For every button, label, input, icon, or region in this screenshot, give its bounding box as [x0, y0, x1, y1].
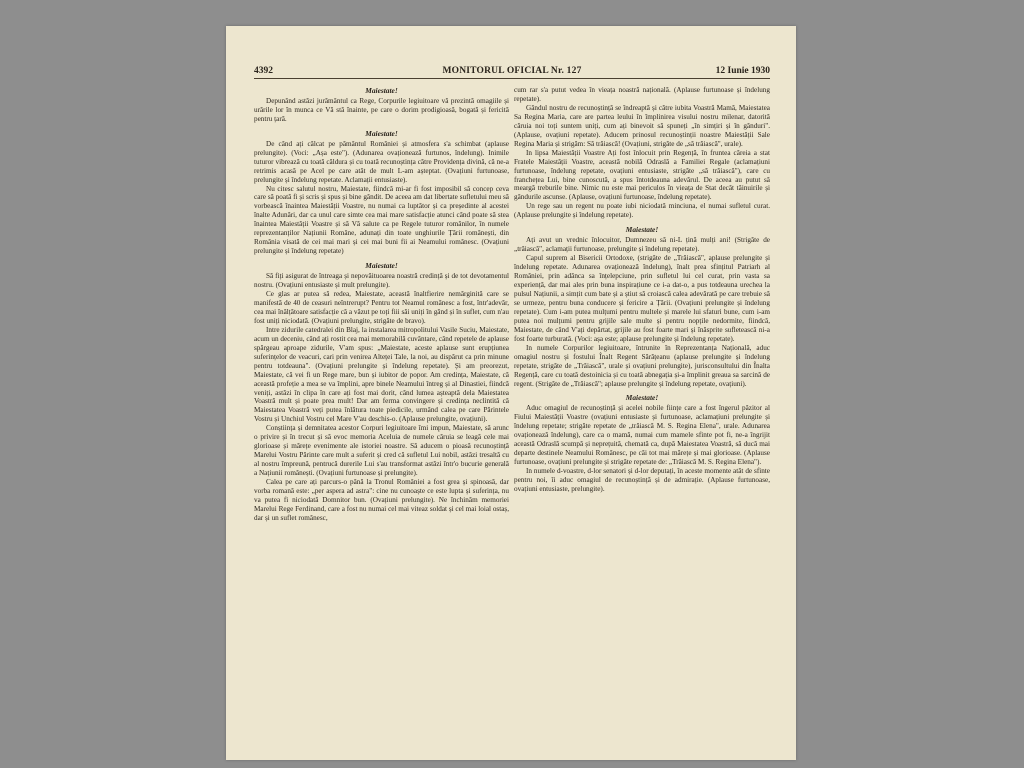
paragraph: Ce glas ar putea să redea, Maiestate, această înaltfierire nemărginită care se manifestă de 40 de ceasuri neîntrerupt? Pentru tot Neamul românesc a fost, într'adevăr, cea mai înălțătoare satisfacție că a văzut pe toți fiii săi uniți în gând și în suflet, cum n'au fost uniți niciodată. (Ovațiuni prelungite, strigăte de bravo). [254, 290, 509, 325]
paragraph: Conștiința și demnitatea acestor Corpuri legiuitoare îmi impun, Maiestate, să arunc o privire și în trecut și să evoc memoria Aceluia de numele căruia se leagă cele mai glorioase și mărețe evenimente ale istoriei noastre. Să aducem o pioasă recunoștință Marelui Vostru Părinte care mult a suferit și cred că sufletul Lui nobil, astăzi tresaltă cu al nostru împreună, pentrucă durerile Lui s'au transformat astăzi într'o bucurie generală a Națiunii românești. (Ovațiuni furtunoase și prelungite). [254, 424, 509, 478]
issue-date: 12 Iunie 1930 [715, 66, 770, 76]
paragraph: Depunând astăzi jurământul ca Rege, Corpurile legiuitoare vă prezintă omagiile și urările lor în munca ce Vă stă înainte, pe care o dorim prodigioasă, bogată și fericită pentru țară. [254, 96, 509, 123]
section-heading: Maiestate! [365, 261, 398, 271]
paragraph: In numele Corpurilor legiuitoare, întrunite în Reprezentanța Națională, aduc omagiul nostru și fostului Înalt Regent Sărățeanu (aplause prelungite și îndelung repetate, strigăte de „Trăiască", urale și ovațiuni prelungite), jurisconsultului din Înalta Regență, care cu toată destoinicia și cu toată abnegația și-a împlinit greaua sa sarcină de regent. (Strigăte de „Trăiască"; aplause prelungite și îndelung repetate, ovațiuni). [514, 343, 770, 388]
paragraph: In lipsa Maiestății Voastre Ați fost înlocuit prin Regență, în fruntea căreia a stat Fratele Maiestății Voastre, această nobilă Odraslă a Familiei Regale (aclamațiuni furtunoase, îndelung repetate, ovațiuni entusiaste, strigăte „să trăiască"), care cu franchețea Lui, bine cunoscută, a spus întotdeauna adevărul. De aceea au putut să meargă treburile bine. Nimic nu este mai periculos în vieața de Stat decât tăinuirile și gândurile ascunse. (Aplause, ovațiuni furtunoase, îndelung repetate). [514, 148, 770, 202]
paragraph: cum rar s'a putut vedea în vieața noastră națională. (Aplause furtunoase și îndelung repetate). [514, 86, 770, 103]
paragraph: Un rege sau un regent nu poate iubi niciodată minciuna, el numai sufletul curat. (Aplause prelungite și îndelung repetate). [514, 202, 770, 220]
section-heading: Maiestate! [625, 225, 659, 235]
paragraph: Nu citesc salutul nostru, Maiestate, fiindcă mi-ar fi fost imposibil să concep ceva care să poată fi și scris și spus și bine gândit. De aceea am dat libertate sufletului meu să vorbească înaintea Maiestății Voastre, nu numai ca luptător și ca președinte al acestei înalte Adunări, dar ca unul care simte cea mai mare satisfacție atunci când poate să stea înaintea Maiestății Voastre și să Vă salute ca pe Regele tuturor românilor, în numele reprezentanților Națiunii Române, adunați din toate unghiurile Țării românești, din România visată de cei mai mari și cei mai buni fii ai Neamului românesc. (Ovațiuni prelungite și îndelung repetate) [254, 184, 509, 256]
header-rule [254, 78, 770, 79]
paragraph: Să fiți asigurat de întreaga și nepovăituoarea noastră credință și de tot devotamentul nostru. (Ovațiuni entusiaste și mult prelungite). [254, 272, 509, 290]
page-number: 4392 [254, 66, 273, 76]
paragraph: Intre zidurile catedralei din Blaj, la instalarea mitropolitului Vasile Suciu, Maiestate, acum un deceniu, când ați rostit cea mai memorabilă cuvântare, când repetele de aplause spărgeau aproape zidurile, V'am spus: „Maiestate, aceste aplause sunt erupțiunea suferințelor de veacuri, cari prin venirea Alteței Tale, la noi, au dispărut ca prin minune pentru totdeauna". (Ovațiuni prelungite și îndelung repetate). Și am preorezut, Maiestate, că vei fi un Rege mare, bun și iubitor de popor. Am credința, Maiestate, că această profeție a mea se va împlini, apre binele Neamului întreg și al Dinastiei, fiindcă veniți, astăzi în clipa în care ați fost mai dorit, când lumea așteaptă dela Maiestatea Voastră mult și poate prea mult! Dar am ferma convingere și credința neclintită că Maiestatea Voastră veți putea înlătura toate piedicile, urmând calea pe care Părintele Vostru și Unchiul Vostru cel Mare V'au deschis-o. (Aplause prelungite, ovațiuni). [254, 325, 509, 424]
paragraph: Calea pe care ați parcurs-o până la Tronul României a fost grea și spinoasă, dar vorba romană este: „per aspera ad astra": cine nu cunoaște ce este lupta și suferința, nu va putea fi niciodată Domnitor bun. (Ovațiuni prelungite). Ne închinăm memoriei Marelui Rege Ferdinand, care a fost nu numai cel mai viteaz soldat și cel mai loial ostaș, dar și un suflet românesc, [254, 478, 509, 522]
paragraph: Gândul nostru de recunoștință se îndreaptă și către iubita Voastră Mamă, Maiestatea Sa Regina Maria, care are partea leului în împlinirea visului nostru milenar, datorită căruia noi toți suntem uniți, cum ați binevoit să spuneți „în simțiri și în gânduri". (Aplause, ovațiuni repetate). Aducem prinosul recunoștinții noastre Maiestății Sale Regina Maria și strigăm: Să trăiască! (Ovațiuni, strigăte de „să trăiască", urale). [514, 103, 770, 148]
newspaper-page [226, 26, 796, 760]
left-column [254, 86, 509, 523]
paragraph: Ați avut un vrednic înlocuitor, Dumnezeu să ni-L țină mulți ani! (Strigăte de „trăiască", aclamații furtunoase, prelungite și îndelung repetate). [514, 236, 770, 254]
paragraph: Capul suprem al Bisericii Ortodoxe, (strigăte de „Trăiască", aplause prelungite și îndelung repetate. Adunarea ovaționează îndelung), înalt prea sfințitul Patriarh al României, prin adânca sa înțelepciune, prin sufletul lui cel curat, prin vasta sa experiență, dar mai ales prin buna inspirațiune ce i-a dat-o, a pus totdeauna urechea la pulsul Națiunii, a simțit cum bate și a știut să croiască calea adevărată pe care trebuie să se urmeze, pentru buna conducere și fericire a Țării. (Ovațiuni prelungite și îndelung repetate). Cum i-am putea mulțumi pentru multele și marele lui sfaturi bune, cum i-am putea noi mulțumi pentru grijile sale multe și pentru nopțile nedormite, fiindcă, Maiestate, de când V'ați depărtat, grijile au fost foarte mari și înăsprite sufletească ni-a fost foarte turburată. (Voci: așa este; aplause prelungite și îndelung repetate). [514, 254, 770, 343]
section-heading: Maiestate! [365, 128, 398, 138]
paragraph: Aduc omagiul de recunoștință și acelei nobile ființe care a fost îngerul păzitor al Fiului Maiestății Voastre (ovațiuni entusiaste și furtunoase, aclamațiuni prelungite și îndelung repetate; strigăte repetate de „trăiască M. S. Regina Elena", urale. Adunarea ovaționează îndelung), care ca o mamă, numai cum mamele sfinte pot fi, ne-a îngrijit această Odraslă scumpă și neprețuită, chemată ca, după Maiestatea Voastră, să ducă mai departe destinele Neamului Românesc, pe căi tot mai mărețe și mai glorioase. (Aplause furtunoase, ovațiuni prelungite și strigăte repetate de: „Trăiască M. S. Regina Elena"). [514, 404, 770, 467]
right-column [514, 86, 770, 494]
paragraph: De când ați călcat pe pământul României și atmosfera s'a schimbat (aplause prelungite). (Voci: „Așa este"). (Adunarea ovaționează furtunos, îndelung). Inimile tuturor vibrează cu toată căldura și cu toată recunoștința către Providența divină, că ne-a retrimis acasă pe Acel pe care atât de mult L-am așteptat. (Ovațiuni furtunoase, prelungite și îndelung repetate. Aclamații entusiaste). [254, 139, 509, 184]
section-heading: Maiestate! [625, 393, 659, 403]
section-heading: Maiestate! [365, 86, 398, 95]
paragraph: In numele d-voastre, d-lor senatori și d-lor deputați, în aceste momente atât de sfinte pentru noi, îi aduc omagiul de recunoștință și de admirație. (Aplause furtunoase, ovațiuni entusiaste, prelungite). [514, 467, 770, 493]
publication-title: MONITORUL OFICIAL Nr. 127 [442, 66, 582, 76]
